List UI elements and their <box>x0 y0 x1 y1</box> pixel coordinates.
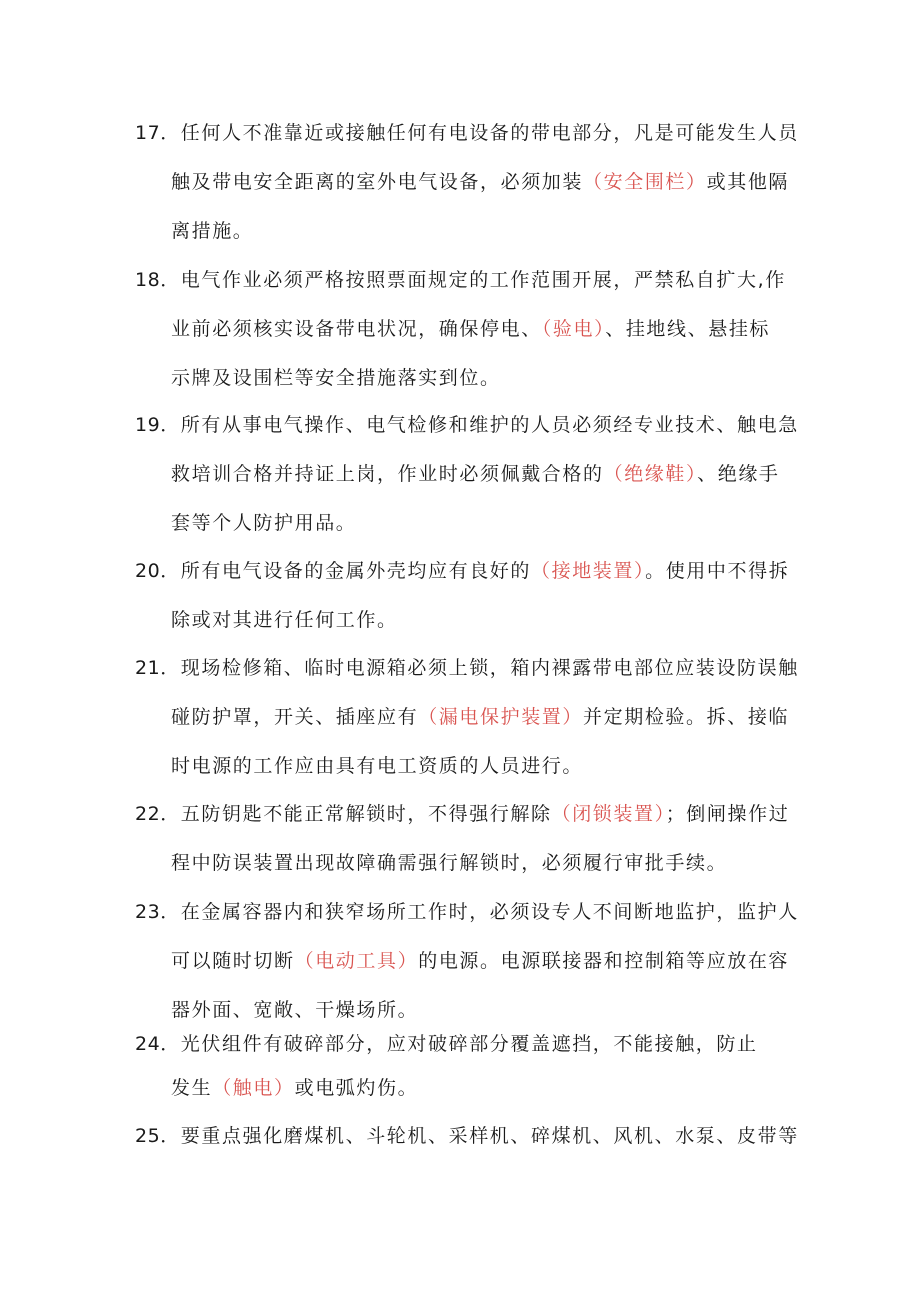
item-number: 17 <box>135 122 161 144</box>
item-line <box>171 946 789 976</box>
item-text: 、绝缘手 <box>697 463 780 485</box>
item-text: 并定期检验。拆、接临 <box>583 706 790 728</box>
item-text: ．所有电气设备的金属外壳均应有良好的 <box>160 560 531 582</box>
item-text: 的电源。电源联接器和控制箱等应放在容 <box>418 950 790 972</box>
answer-text: （验电） <box>541 318 606 340</box>
item-text: 或电弧灼伤。 <box>294 1077 419 1099</box>
item-number: 24 <box>135 1033 161 1055</box>
item-text: 救培训合格并持证上岗，作业时必须佩戴合格的 <box>171 463 604 485</box>
item-number: 25 <box>135 1125 161 1147</box>
item-line <box>171 314 770 344</box>
item-line <box>171 751 583 781</box>
item-line <box>171 605 398 635</box>
answer-text: （接地装置） <box>531 560 646 582</box>
item-text: ；倒闸操作过 <box>665 803 790 825</box>
answer-text: （漏电保护装置） <box>418 706 584 728</box>
item-line <box>171 848 727 878</box>
item-text: ．电气作业必须严格按照票面规定的工作范围开展，严禁私自扩大,作 <box>160 269 786 291</box>
item-number: 22 <box>135 803 161 825</box>
item-text: 或其他隔 <box>706 171 790 193</box>
answer-text: （闭锁装置） <box>551 803 666 825</box>
item-line <box>171 702 789 732</box>
item-line <box>135 265 786 295</box>
item-text: 除或对其进行任何工作。 <box>171 609 398 631</box>
item-text: 示牌及设围栏等安全措施落实到位。 <box>171 367 501 389</box>
item-line <box>171 508 356 538</box>
item-text: 触及带电安全距离的室外电气设备，必须加装 <box>171 171 584 193</box>
item-line <box>135 1029 758 1059</box>
item-text: 套等个人防护用品。 <box>171 512 357 534</box>
item-line <box>135 556 789 586</box>
item-number: 19 <box>135 414 161 436</box>
item-text: 器外面、宽敞、干燥场所。 <box>171 999 419 1021</box>
item-number: 21 <box>135 657 161 679</box>
item-text: 离措施。 <box>171 220 254 242</box>
item-text: ．现场检修箱、临时电源箱必须上锁，箱内裸露带电部位应装设防误触 <box>160 657 799 679</box>
item-line <box>171 995 418 1025</box>
answer-text: （触电） <box>212 1077 295 1099</box>
item-line <box>171 459 780 489</box>
item-line <box>135 118 799 148</box>
item-number: 20 <box>135 560 161 582</box>
item-text: ．任何人不准靠近或接触任何有电设备的带电部分，凡是可能发生人员 <box>160 122 799 144</box>
item-line <box>135 410 799 440</box>
item-line <box>135 653 799 683</box>
item-text: 、挂地线、悬挂标 <box>605 318 771 340</box>
item-line <box>171 363 501 393</box>
item-text: 可以随时切断 <box>171 950 295 972</box>
answer-text: （电动工具） <box>294 950 419 972</box>
item-text: 碰防护罩，开关、插座应有 <box>171 706 419 728</box>
item-text: ．要重点强化磨煤机、斗轮机、采样机、碎煤机、风机、水泵、皮带等 <box>160 1125 799 1147</box>
answer-text: （安全围栏） <box>583 171 707 193</box>
item-text: 程中防误装置出现故障确需强行解锁时，必须履行审批手续。 <box>171 852 728 874</box>
item-text: ．五防钥匙不能正常解锁时，不得强行解除 <box>160 803 552 825</box>
item-text: ．所有从事电气操作、电气检修和维护的人员必须经专业技术、触电急 <box>160 414 799 436</box>
item-line <box>135 897 799 927</box>
item-text: 时电源的工作应由具有电工资质的人员进行。 <box>171 755 584 777</box>
answer-text: （绝缘鞋） <box>603 463 698 485</box>
item-text: 发生 <box>171 1077 213 1099</box>
item-line <box>171 1073 418 1103</box>
item-number: 18 <box>135 269 161 291</box>
item-text: ．光伏组件有破碎部分，应对破碎部分覆盖遮挡，不能接触，防止 <box>160 1033 758 1055</box>
item-line <box>135 799 789 829</box>
item-line <box>135 1121 799 1151</box>
item-line <box>171 216 253 246</box>
item-text: ．在金属容器内和狭窄场所工作时，必须设专人不间断地监护，监护人 <box>160 901 799 923</box>
item-line <box>171 167 789 197</box>
item-number: 23 <box>135 901 161 923</box>
item-text: 业前必须核实设备带电状况，确保停电、 <box>171 318 542 340</box>
item-text: 。使用中不得拆 <box>645 560 790 582</box>
